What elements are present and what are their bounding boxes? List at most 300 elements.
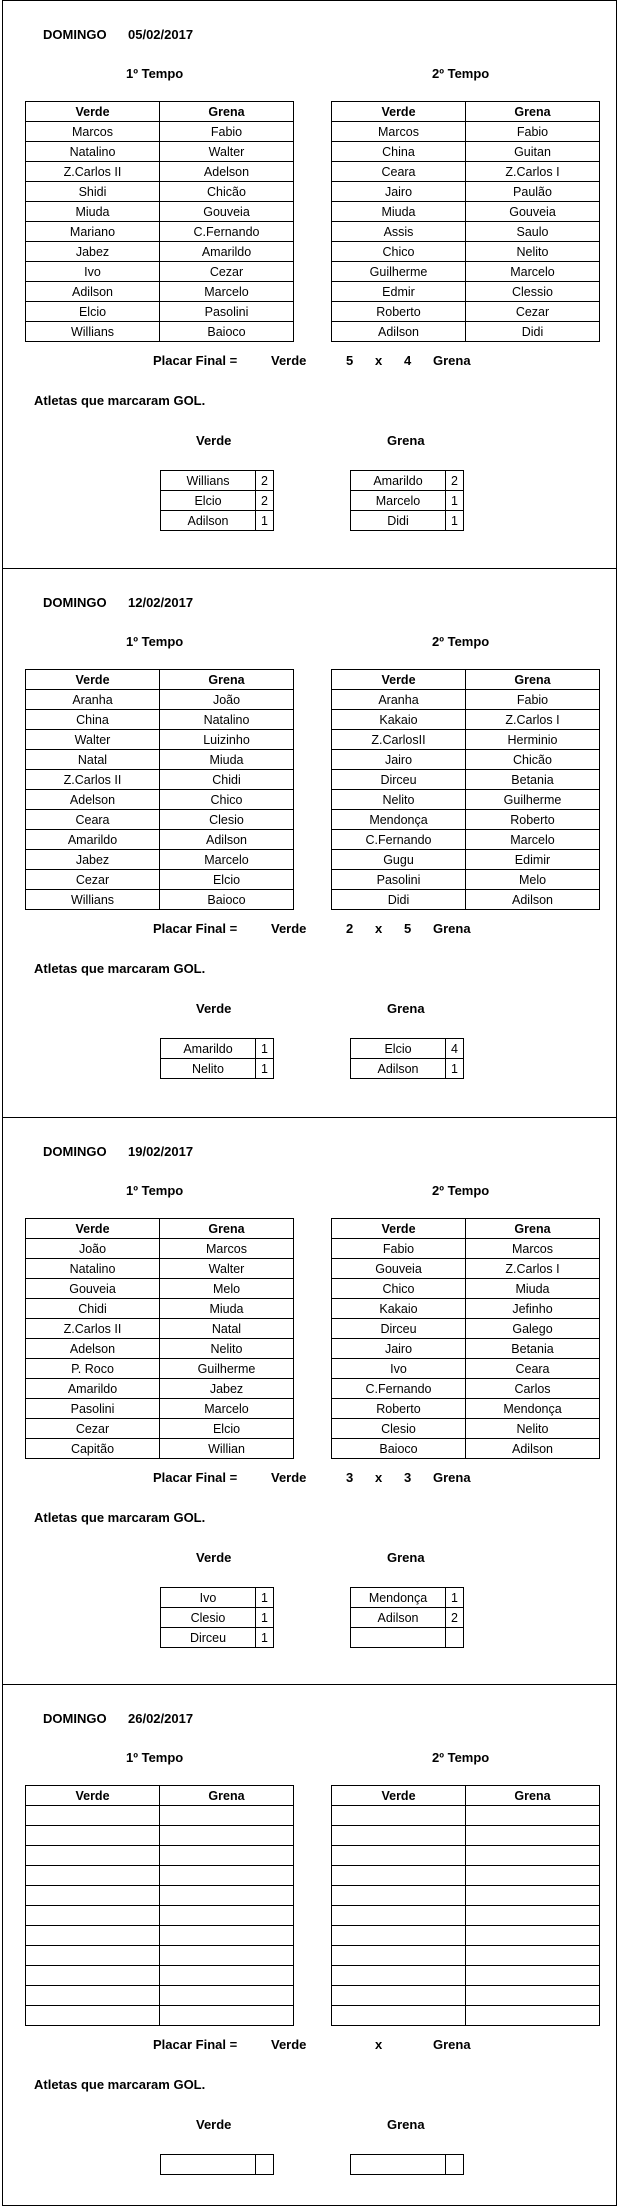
game-section <box>2 568 617 1117</box>
verde-player-cell: Didi <box>332 890 466 910</box>
grena-player-cell: Gouveia <box>160 202 294 222</box>
lineup-row <box>26 302 294 322</box>
grena-player-cell: Jefinho <box>466 1299 600 1319</box>
day-label: DOMINGO <box>43 595 107 610</box>
verde-player-cell <box>332 2006 466 2026</box>
grena-player-cell: Miuda <box>160 1299 294 1319</box>
verde-player-cell: Marcos <box>26 122 160 142</box>
grena-player-cell: Z.Carlos I <box>466 162 600 182</box>
grena-player-cell: Willian <box>160 1439 294 1459</box>
scorers-grena-title: Grena <box>387 1001 425 1016</box>
lineup-row <box>332 1806 600 1826</box>
verde-player-cell: China <box>332 142 466 162</box>
game-date: 12/02/2017 <box>128 595 194 610</box>
scorers-verde-title: Verde <box>196 1001 232 1016</box>
scorers-title: Atletas que marcaram GOL. <box>34 961 206 976</box>
lineup-row <box>26 1866 294 1886</box>
lineup-row <box>26 690 294 710</box>
lineup-row <box>26 1886 294 1906</box>
grena-player-cell <box>466 1826 600 1846</box>
verde-column-header: Verde <box>26 102 160 122</box>
verde-player-cell: Kakaio <box>332 1299 466 1319</box>
grena-player-cell <box>160 2006 294 2026</box>
scorer-name: Adilson <box>351 1608 446 1628</box>
lineup-row <box>332 1379 600 1399</box>
verde-column-header: Verde <box>332 102 466 122</box>
verde-player-cell: Guilherme <box>332 262 466 282</box>
grena-player-cell <box>466 1846 600 1866</box>
lineup-row <box>332 890 600 910</box>
lineup-header-row <box>26 102 294 122</box>
placar-final-label: Placar Final = <box>153 353 238 368</box>
verde-player-cell: Z.CarlosII <box>332 730 466 750</box>
lineup-row <box>26 122 294 142</box>
placar-final-label: Placar Final = <box>153 921 238 936</box>
first-half-title: 1º Tempo <box>126 1750 184 1765</box>
lineup-row <box>26 2006 294 2026</box>
grena-player-cell: Galego <box>466 1319 600 1339</box>
grena-player-cell: Cezar <box>466 302 600 322</box>
lineup-row <box>26 1379 294 1399</box>
grena-player-cell: Ceara <box>466 1359 600 1379</box>
lineup-row <box>26 870 294 890</box>
verde-player-cell: China <box>26 710 160 730</box>
verde-player-cell <box>26 1966 160 1986</box>
scorers-title: Atletas que marcaram GOL. <box>34 2077 206 2092</box>
grena-player-cell: Chicão <box>160 182 294 202</box>
scorer-row <box>351 491 464 511</box>
lineup-row <box>332 322 600 342</box>
scorer-row <box>351 2155 464 2175</box>
grena-column-header: Grena <box>466 670 600 690</box>
verde-player-cell: Jairo <box>332 182 466 202</box>
verde-player-cell: Edmir <box>332 282 466 302</box>
scorer-name: Amarildo <box>351 471 446 491</box>
verde-player-cell: Mariano <box>26 222 160 242</box>
game-section <box>2 1117 617 1684</box>
lineup-row <box>332 1319 600 1339</box>
verde-player-cell <box>332 1966 466 1986</box>
grena-player-cell: Marcelo <box>160 850 294 870</box>
scorer-name: Adilson <box>351 1059 446 1079</box>
second-half-lineup-table <box>331 1218 600 1459</box>
first-half-lineup-table <box>25 101 294 342</box>
lineup-row <box>332 1986 600 2006</box>
scorers-grena-table <box>350 470 464 531</box>
verde-player-cell <box>26 1926 160 1946</box>
lineup-row <box>332 830 600 850</box>
verde-player-cell: Baioco <box>332 1439 466 1459</box>
lineup-row <box>26 1399 294 1419</box>
score-separator: x <box>375 2037 383 2052</box>
scorer-name: Amarildo <box>161 1039 256 1059</box>
lineup-row <box>26 1419 294 1439</box>
lineup-row <box>332 1906 600 1926</box>
scorer-row <box>351 1608 464 1628</box>
day-label: DOMINGO <box>43 27 107 42</box>
grena-column-header: Grena <box>466 1219 600 1239</box>
placar-final-label: Placar Final = <box>153 2037 238 2052</box>
scorer-goals: 1 <box>446 1588 464 1608</box>
lineup-row <box>332 182 600 202</box>
score-team-grena: Grena <box>433 1470 471 1485</box>
verde-player-cell <box>26 1806 160 1826</box>
lineup-row <box>332 1399 600 1419</box>
verde-player-cell: Capitão <box>26 1439 160 1459</box>
scorer-name: Elcio <box>351 1039 446 1059</box>
lineup-row <box>26 1826 294 1846</box>
lineup-row <box>332 1239 600 1259</box>
scorers-grena-table <box>350 1038 464 1079</box>
scorer-name: Ivo <box>161 1588 256 1608</box>
verde-player-cell: Adelson <box>26 1339 160 1359</box>
lineup-row <box>332 810 600 830</box>
grena-player-cell <box>466 2006 600 2026</box>
scorer-row <box>161 1588 274 1608</box>
lineup-row <box>332 1439 600 1459</box>
scorer-name: Marcelo <box>351 491 446 511</box>
verde-player-cell <box>332 1926 466 1946</box>
lineup-row <box>332 302 600 322</box>
lineup-row <box>332 1966 600 1986</box>
verde-player-cell: C.Fernando <box>332 830 466 850</box>
lineup-row <box>26 1806 294 1826</box>
grena-column-header: Grena <box>160 1786 294 1806</box>
verde-player-cell: Gouveia <box>26 1279 160 1299</box>
grena-player-cell: Guilherme <box>160 1359 294 1379</box>
lineup-row <box>26 1926 294 1946</box>
verde-player-cell: Chidi <box>26 1299 160 1319</box>
verde-player-cell: Clesio <box>332 1419 466 1439</box>
scorer-goals: 2 <box>256 471 274 491</box>
verde-player-cell: Marcos <box>332 122 466 142</box>
placar-final-label: Placar Final = <box>153 1470 238 1485</box>
verde-player-cell <box>26 1986 160 2006</box>
grena-player-cell: Chidi <box>160 770 294 790</box>
verde-player-cell: Chico <box>332 1279 466 1299</box>
first-half-lineup-table <box>25 669 294 910</box>
grena-player-cell: Carlos <box>466 1379 600 1399</box>
grena-player-cell <box>160 1946 294 1966</box>
grena-player-cell: Chicão <box>466 750 600 770</box>
grena-player-cell: Walter <box>160 1259 294 1279</box>
lineup-row <box>332 710 600 730</box>
lineup-row <box>332 282 600 302</box>
verde-player-cell: Elcio <box>26 302 160 322</box>
score-verde: 5 <box>346 353 354 368</box>
scorer-goals <box>446 1628 464 1648</box>
grena-player-cell <box>466 1966 600 1986</box>
verde-player-cell: Ivo <box>26 262 160 282</box>
verde-player-cell: Adelson <box>26 790 160 810</box>
verde-player-cell: Kakaio <box>332 710 466 730</box>
scorer-goals: 1 <box>256 1608 274 1628</box>
lineup-row <box>26 1259 294 1279</box>
second-half-title: 2º Tempo <box>432 634 490 649</box>
scorer-row <box>161 511 274 531</box>
grena-player-cell: Didi <box>466 322 600 342</box>
lineup-row <box>332 1826 600 1846</box>
grena-player-cell: Miuda <box>466 1279 600 1299</box>
lineup-row <box>332 1846 600 1866</box>
grena-player-cell: Amarildo <box>160 242 294 262</box>
scorer-row <box>161 1059 274 1079</box>
scorer-name <box>351 1628 446 1648</box>
grena-player-cell: Adilson <box>466 890 600 910</box>
verde-player-cell: Fabio <box>332 1239 466 1259</box>
lineup-row <box>332 850 600 870</box>
scorers-grena-title: Grena <box>387 433 425 448</box>
lineup-row <box>332 1926 600 1946</box>
lineup-row <box>26 1359 294 1379</box>
lineup-row <box>26 1906 294 1926</box>
game-date: 05/02/2017 <box>128 27 194 42</box>
first-half-lineup-table <box>25 1218 294 1459</box>
scorer-name: Nelito <box>161 1059 256 1079</box>
score-team-grena: Grena <box>433 921 471 936</box>
scorers-verde-table <box>160 1038 274 1079</box>
verde-player-cell: Miuda <box>332 202 466 222</box>
verde-player-cell: Jairo <box>332 1339 466 1359</box>
lineup-row <box>332 1259 600 1279</box>
verde-player-cell <box>332 1906 466 1926</box>
verde-player-cell: Jabez <box>26 850 160 870</box>
second-half-title: 2º Tempo <box>432 66 490 81</box>
scorer-goals: 1 <box>446 511 464 531</box>
grena-player-cell <box>466 1926 600 1946</box>
first-half-lineup-table <box>25 1785 294 2026</box>
score-verde: 3 <box>346 1470 354 1485</box>
lineup-row <box>332 1866 600 1886</box>
verde-player-cell <box>26 2006 160 2026</box>
scorers-verde-table <box>160 470 274 531</box>
verde-player-cell: Ceara <box>332 162 466 182</box>
verde-player-cell: Shidi <box>26 182 160 202</box>
grena-player-cell: Chico <box>160 790 294 810</box>
scorers-grena-table <box>350 2154 464 2175</box>
second-half-lineup-table <box>331 669 600 910</box>
scorer-row <box>161 491 274 511</box>
grena-player-cell: Edimir <box>466 850 600 870</box>
verde-player-cell <box>26 1866 160 1886</box>
grena-player-cell: Marcelo <box>160 282 294 302</box>
lineup-row <box>332 142 600 162</box>
verde-column-header: Verde <box>26 1219 160 1239</box>
grena-player-cell: Fabio <box>466 690 600 710</box>
scorers-verde-table <box>160 2154 274 2175</box>
verde-player-cell <box>332 1806 466 1826</box>
verde-player-cell: Dirceu <box>332 770 466 790</box>
verde-player-cell: Z.Carlos II <box>26 162 160 182</box>
verde-player-cell: Dirceu <box>332 1319 466 1339</box>
scorer-goals: 1 <box>256 1039 274 1059</box>
scorer-goals: 2 <box>256 491 274 511</box>
scorer-goals: 1 <box>256 1059 274 1079</box>
grena-player-cell <box>160 1906 294 1926</box>
grena-player-cell: Miuda <box>160 750 294 770</box>
lineup-row <box>26 1299 294 1319</box>
scorer-goals: 2 <box>446 471 464 491</box>
grena-player-cell <box>160 1886 294 1906</box>
lineup-header-row <box>332 670 600 690</box>
grena-player-cell: Mendonça <box>466 1399 600 1419</box>
scorer-goals <box>446 2155 464 2175</box>
lineup-row <box>26 1339 294 1359</box>
grena-player-cell: Nelito <box>160 1339 294 1359</box>
grena-player-cell: Melo <box>466 870 600 890</box>
grena-player-cell: Adelson <box>160 162 294 182</box>
grena-player-cell: Pasolini <box>160 302 294 322</box>
score-grena: 3 <box>404 1470 412 1485</box>
scorer-goals: 1 <box>446 1059 464 1079</box>
verde-player-cell: Walter <box>26 730 160 750</box>
grena-player-cell: Marcos <box>466 1239 600 1259</box>
grena-player-cell: Z.Carlos I <box>466 1259 600 1279</box>
grena-player-cell: Jabez <box>160 1379 294 1399</box>
verde-player-cell <box>332 1946 466 1966</box>
scorer-row <box>351 1628 464 1648</box>
scorer-name: Willians <box>161 471 256 491</box>
scorer-goals: 4 <box>446 1039 464 1059</box>
grena-player-cell: Melo <box>160 1279 294 1299</box>
lineup-row <box>332 730 600 750</box>
lineup-row <box>26 142 294 162</box>
scorer-name: Clesio <box>161 1608 256 1628</box>
verde-player-cell <box>26 1826 160 1846</box>
verde-player-cell: Gugu <box>332 850 466 870</box>
grena-column-header: Grena <box>466 1786 600 1806</box>
lineup-row <box>332 690 600 710</box>
verde-column-header: Verde <box>332 1219 466 1239</box>
lineup-row <box>26 890 294 910</box>
score-grena: 4 <box>404 353 412 368</box>
grena-player-cell: Nelito <box>466 1419 600 1439</box>
lineup-row <box>26 1239 294 1259</box>
verde-player-cell <box>332 1986 466 2006</box>
scorer-name <box>161 2155 256 2175</box>
scorer-row <box>351 511 464 531</box>
lineup-row <box>332 770 600 790</box>
grena-column-header: Grena <box>160 102 294 122</box>
grena-player-cell: Fabio <box>160 122 294 142</box>
lineup-row <box>332 1419 600 1439</box>
scorer-goals: 1 <box>256 1628 274 1648</box>
lineup-row <box>332 1359 600 1379</box>
score-team-verde: Verde <box>271 921 307 936</box>
lineup-row <box>332 1886 600 1906</box>
scorer-name <box>351 2155 446 2175</box>
scorers-title: Atletas que marcaram GOL. <box>34 393 206 408</box>
day-label: DOMINGO <box>43 1711 107 1726</box>
grena-player-cell: Adilson <box>160 830 294 850</box>
grena-column-header: Grena <box>160 670 294 690</box>
verde-player-cell <box>332 1866 466 1886</box>
verde-player-cell <box>26 1846 160 1866</box>
scorers-verde-table <box>160 1587 274 1648</box>
verde-player-cell: Willians <box>26 890 160 910</box>
scorers-grena-table <box>350 1587 464 1648</box>
verde-player-cell <box>332 1846 466 1866</box>
grena-player-cell: Fabio <box>466 122 600 142</box>
verde-player-cell: Natal <box>26 750 160 770</box>
day-label: DOMINGO <box>43 1144 107 1159</box>
second-half-lineup-table <box>331 101 600 342</box>
grena-player-cell <box>160 1826 294 1846</box>
lineup-row <box>332 262 600 282</box>
verde-player-cell: Roberto <box>332 302 466 322</box>
grena-player-cell: Guilherme <box>466 790 600 810</box>
grena-player-cell: Roberto <box>466 810 600 830</box>
second-half-lineup-table <box>331 1785 600 2026</box>
grena-player-cell: Herminio <box>466 730 600 750</box>
lineup-row <box>332 1946 600 1966</box>
lineup-row <box>26 242 294 262</box>
scorer-goals: 1 <box>256 1588 274 1608</box>
score-separator: x <box>375 1470 383 1485</box>
grena-player-cell: Guitan <box>466 142 600 162</box>
scorer-goals: 1 <box>446 491 464 511</box>
lineup-row <box>26 1966 294 1986</box>
lineup-row <box>332 1339 600 1359</box>
lineup-row <box>26 830 294 850</box>
verde-player-cell: Aranha <box>26 690 160 710</box>
grena-player-cell: Cezar <box>160 262 294 282</box>
scorers-verde-title: Verde <box>196 1550 232 1565</box>
grena-column-header: Grena <box>466 102 600 122</box>
grena-player-cell: Saulo <box>466 222 600 242</box>
verde-player-cell: Z.Carlos II <box>26 770 160 790</box>
score-team-verde: Verde <box>271 2037 307 2052</box>
verde-player-cell: Cezar <box>26 1419 160 1439</box>
game-date: 19/02/2017 <box>128 1144 194 1159</box>
grena-player-cell: Adilson <box>466 1439 600 1459</box>
verde-player-cell: Jairo <box>332 750 466 770</box>
lineup-row <box>26 1846 294 1866</box>
verde-player-cell: Chico <box>332 242 466 262</box>
lineup-row <box>26 750 294 770</box>
lineup-row <box>332 242 600 262</box>
lineup-row <box>332 222 600 242</box>
scorer-name: Adilson <box>161 511 256 531</box>
grena-player-cell: Gouveia <box>466 202 600 222</box>
verde-column-header: Verde <box>26 670 160 690</box>
verde-player-cell <box>332 1826 466 1846</box>
grena-player-cell <box>466 1906 600 1926</box>
lineup-row <box>26 770 294 790</box>
lineup-row <box>26 810 294 830</box>
verde-player-cell: Cezar <box>26 870 160 890</box>
verde-player-cell: P. Roco <box>26 1359 160 1379</box>
lineup-row <box>332 790 600 810</box>
lineup-row <box>26 1986 294 2006</box>
grena-player-cell: Paulão <box>466 182 600 202</box>
verde-player-cell: Ivo <box>332 1359 466 1379</box>
verde-player-cell: Assis <box>332 222 466 242</box>
scorer-name: Didi <box>351 511 446 531</box>
verde-player-cell <box>26 1906 160 1926</box>
scorer-row <box>161 471 274 491</box>
grena-player-cell <box>160 1986 294 2006</box>
lineup-row <box>26 262 294 282</box>
lineup-row <box>26 850 294 870</box>
score-separator: x <box>375 353 383 368</box>
scorer-row <box>161 1628 274 1648</box>
grena-player-cell: Elcio <box>160 870 294 890</box>
grena-player-cell: João <box>160 690 294 710</box>
grena-player-cell: Clessio <box>466 282 600 302</box>
verde-player-cell <box>26 1946 160 1966</box>
score-separator: x <box>375 921 383 936</box>
